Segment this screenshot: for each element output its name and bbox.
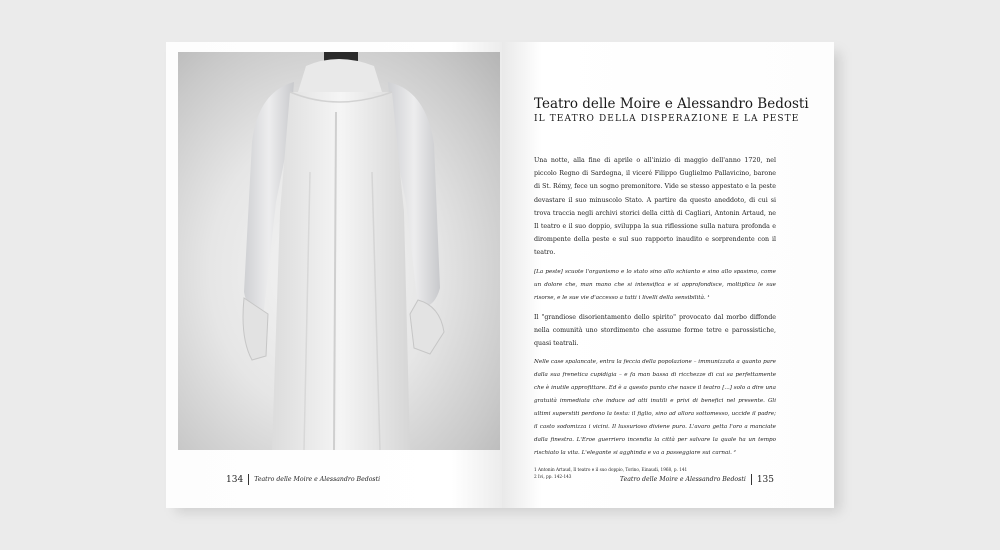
chapter-subtitle: IL TEATRO DELLA DISPERAZIONE E LA PESTE — [534, 114, 800, 124]
block-quote: Nelle case spalancate, entra la feccia della popolazione – immunizzata a quanto pare dalla sua frenetica cupidigia – e fa man bassa di ricchezze di cui sa perfettamente che è inutile approfittare. Ed è a questo punto che nasce il teatro [...] solo a dire una gratuità immediata che induce ad atti inutili e privi di benefici nel presente. Gli ultimi superstiti perdono la testa: il figlio, sino ad allora sottomesso, uccide il padre; il casto sodomizza i vicini. Il lussurioso diviene puro. L'avaro getta l'oro a manciate dalla finestra. L'Eroe guerriero incendia la città per salvare la quale ha un tempo rischiato la vita. L'elegante si agghinda e va a passeggiare sui carnai. ² — [534, 359, 776, 457]
figure-illustration — [178, 52, 500, 450]
right-folio — [620, 474, 774, 485]
left-page — [166, 42, 502, 508]
open-book — [166, 42, 834, 508]
block-quote: [La peste] scuote l'organismo e lo stato sino allo schianto e sino allo spasimo, come un dolore che, man mano che si intensifica e si approfondisce, moltiplica le sue risorse, e le sue vie d'accesso a tutti i livelli della sensibilità. ¹ — [534, 268, 776, 301]
running-head: Teatro delle Moire e Alessandro Bedosti — [619, 476, 746, 483]
paragraph: Il "grandiose disorientamento dello spirito" provocato dal morbo diffonde nella comunità uno stordimento che assume forme tetre e parossistiche, quasi teatrali. — [534, 313, 776, 348]
photo-white-protective-gown — [178, 52, 500, 450]
folio-divider — [248, 474, 249, 485]
left-folio — [226, 474, 380, 485]
paragraph: Una notte, alla fine di aprile o all'inizio di maggio dell'anno 1720, nel piccolo Regno di Sardegna, il viceré Filippo Guglielmo Pallavicino, barone di St. Rémy, fece un sogno premonitore. Vide se stesso appestato e la peste devastare il suo minuscolo Stato. A partire da questo aneddoto, di cui si trova traccia negli archivi storici della città di Cagliari, Antonin Artaud, ne Il teatro e il suo doppio, sviluppa la sua riflessione sulla natura profonda e dirompente della peste e sul suo rapporto inaudito e sorprendente con il teatro. — [534, 157, 776, 257]
chapter-title: Teatro delle Moire e Alessandro Bedosti — [534, 96, 809, 112]
body-text — [534, 154, 776, 480]
right-page — [502, 42, 834, 508]
footnote: 1 Antonin Artaud, Il teatro e il suo doppio, Torino, Einaudi, 1968, p. 141 — [534, 467, 688, 473]
running-head: Teatro delle Moire e Alessandro Bedosti — [254, 476, 381, 483]
footnote: 2 Ivi, pp. 142-143 — [534, 474, 572, 480]
page-number: 135 — [756, 474, 774, 485]
folio-divider — [751, 474, 752, 485]
page-number: 134 — [226, 474, 244, 485]
